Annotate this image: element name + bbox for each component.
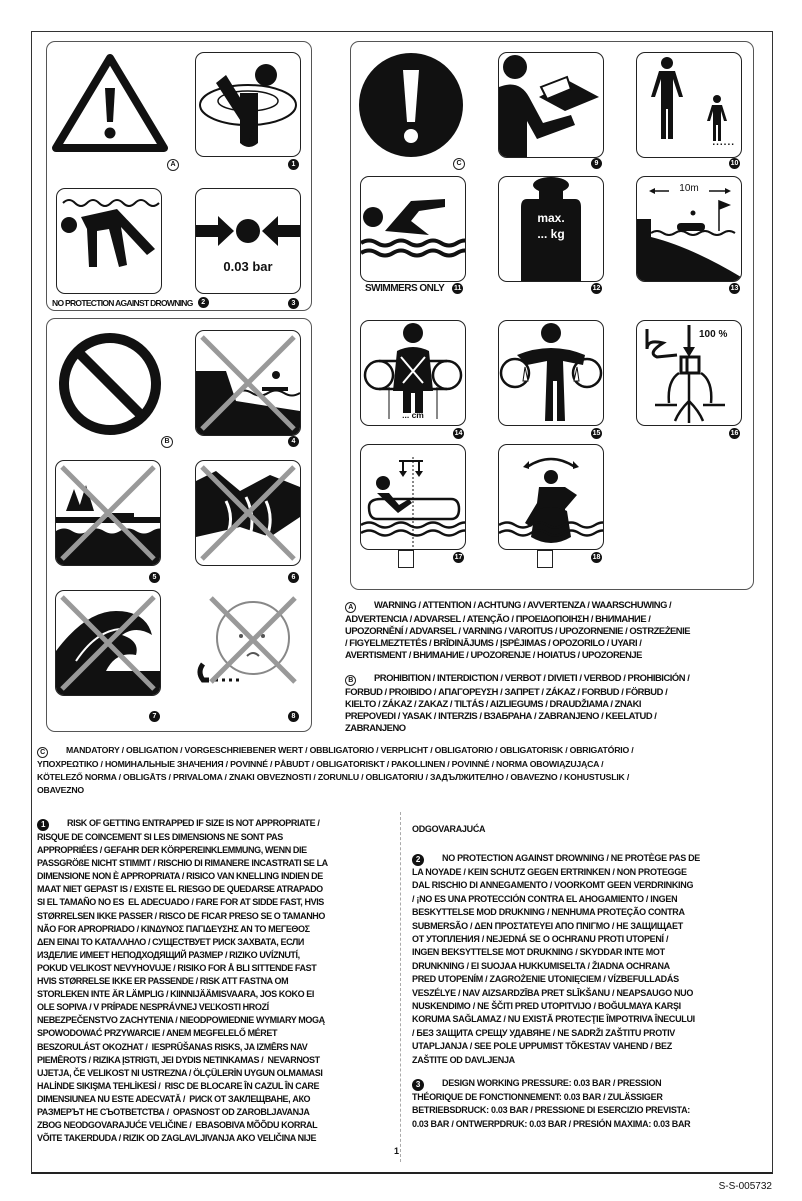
max-weight-icon xyxy=(498,176,604,282)
badge-7: 7 xyxy=(149,711,160,722)
page-number: 1 xyxy=(394,1146,400,1156)
badge-18: 18 xyxy=(592,554,601,561)
badge-3: 3 xyxy=(288,298,299,309)
weight-max-label: max. xyxy=(537,211,565,225)
badge-4: 4 xyxy=(288,436,299,447)
weight-kg-label: ... kg xyxy=(537,227,565,241)
no-toddler-icon xyxy=(195,590,299,694)
badge-8: 8 xyxy=(288,711,299,722)
badge-12: 12 xyxy=(592,285,601,292)
swimmers-label-row xyxy=(365,283,463,294)
mandatory-sign-icon xyxy=(358,52,464,158)
badge-9: 9 xyxy=(591,158,602,169)
drowning-person-icon xyxy=(56,188,162,294)
badge-2-inline: 2 xyxy=(412,854,424,866)
badge-10: 10 xyxy=(730,160,739,167)
swimmer-icon xyxy=(360,176,466,282)
distance-label: 10m xyxy=(679,183,699,194)
adult-supervision-icon xyxy=(636,52,742,158)
chest-size-label: ... cm xyxy=(402,410,424,420)
badge-14: 14 xyxy=(454,430,463,437)
checkbox-17[interactable] xyxy=(398,550,414,568)
arms-fit-icon xyxy=(498,320,604,426)
badge-15: 15 xyxy=(592,430,601,437)
child-height-dots: ...... xyxy=(712,137,735,148)
legend-warning xyxy=(345,599,690,661)
rider-balance-icon xyxy=(498,444,604,550)
note-3 xyxy=(412,1077,690,1131)
prohibition-sign-icon xyxy=(55,330,165,438)
badge-b-inline: B xyxy=(345,675,356,686)
badge-1-inline: 1 xyxy=(37,819,49,831)
percent-label: 100 % xyxy=(699,329,728,340)
legend-warning-text: WARNING / ATTENTION / ACHTUNG / AVVERTENZA / WAARSCHUWING / ADVERTENCIA / ADVARSEL / ATENÇÃO / ΠΡΟΕΙΔΟΠΟΙΗΣΗ / ВНИМАНИЕ / UPOZORNĚNÍ / ADVARSEL / VARNING / VAROITUS / UPOZORNENIE / OSTRZEŻENIE / FIGYELMEZTETÉS / BRĪDINĀJUMS / ĮSPĖJIMAS / OPOZORILO / UYARI / AVERTISMENT / ВНИМАНИЕ / UPOZORENJE / HOIATUS / UPOZORENJE xyxy=(345,599,691,660)
pressure-value: 0.03 bar xyxy=(223,259,273,274)
badge-c: C xyxy=(453,158,465,170)
badge-2: 2 xyxy=(198,297,209,308)
swimmers-only-label: SWIMMERS ONLY xyxy=(365,283,445,294)
legend-prohibition xyxy=(345,672,689,734)
badge-6: 6 xyxy=(288,572,299,583)
badge-a: A xyxy=(167,159,179,171)
badge-1: 1 xyxy=(288,159,299,170)
column-divider xyxy=(400,812,401,1162)
note-1 xyxy=(37,817,328,1145)
badge-5: 5 xyxy=(149,572,160,583)
pressure-icon xyxy=(195,188,301,294)
badge-c-inline: C xyxy=(37,747,48,758)
rider-boat-icon xyxy=(360,444,466,550)
full-inflation-icon xyxy=(636,320,742,426)
note-2 xyxy=(412,852,700,1067)
checkbox-18[interactable] xyxy=(537,550,553,568)
document-code: S-S-005732 xyxy=(718,1181,772,1192)
warning-triangle-icon xyxy=(50,52,170,152)
badge-11: 11 xyxy=(454,285,462,292)
read-manual-icon xyxy=(498,52,604,158)
badge-a-inline: A xyxy=(345,602,356,613)
no-waves-icon xyxy=(55,590,161,696)
legend-prohibition-text: PROHIBITION / INTERDICTION / VERBOT / DIVIETI / VERBOD / PROHIBICIÓN / FORBUD / PROIBIDO / ΑΠΑΓΟΡΕΥΣΗ / ЗАПРЕТ / ZÁKAZ / FORBUD / FÖRBUD / KIELTO / ZÁKAZ / ZAKAZ / TILTÁS / AIZLIEGUMS / DRAUDŽIAMA / ZNAKI PREPOVEDI / YASAK / INTERZIS / ВЗАБРАНА / ZABRANJENO / KEELATUD / ZABRANJENO xyxy=(345,672,690,733)
badge-17: 17 xyxy=(454,554,463,561)
no-offshore-wind-icon xyxy=(55,460,161,566)
note-3-text: DESIGN WORKING PRESSURE: 0.03 BAR / PRESSION THÉORIQUE DE FONCTIONNEMENT: 0.03 BAR / ZULÄSSIGER BETRIEBSDRUCK: 0.03 BAR / PRESSIONE DI ESERCIZIO PREVISTA: 0.03 BAR / ONTWERPDRUK: 0.03 BAR / PRESIÓN MAXIMA: 0.03 BAR xyxy=(412,1078,691,1129)
entrapment-ring-icon xyxy=(195,52,301,157)
drowning-label-row xyxy=(52,297,209,308)
note-2-text: NO PROTECTION AGAINST DROWNING / NE PROTÈGE PAS DE LA NOYADE / KEIN SCHUTZ GEGEN ERTRINKEN / NON PROTEGGE DAL RISCHIO DI ANNEGAMENTO / VOORKOMT GEEN VERDRINKING / ¡NO ES UNA PROTECCIÓN CONTRA EL AHOGAMIENTO / INGEN BESKYTTELSE MOD DRUKNING / NENHUMA PROTEÇÃO CONTRA SUBMERSÃO / ΔΕΝ ΠΡΟΣΤΑΤΕΥΕΙ ΑΠΟ ΠΝΙΓΜΟ / НЕ ЗАЩИЩАЕТ ОТ УТОПЛЕНИЯ / NEJEDNÁ SE O OCHRANU PROTI UTOPENÍ / INGEN BEKSYTTELSE MOT DRUKNING / SKYDDAR INTE MOT DRUNKNING / EI SUOJAA HUKKUMISELTA / ŽIADNA OCHRANA PRED UTOPENÍM / ZAGROŻENIE UTONIĘCIEM / VÍZBEFULLADÁS VESZÉLYE / NAV AIZSARDZĪBA PRET SLĪKŠANU / NEAPSAUGO NUO NUSKENDIMO / NE ŠČITI PRED UTOPITVIJO / BOĞULMAYA KARŞI KORUMA SAĞLAMAZ / NU EXISTĂ PROTECŢIE ÎMPOTRIVA ÎNECULUI / БЕЗ ЗАЩИТА СРЕЩУ УДАВЯНЕ / NE SADRŽI ZAŠTITU PROTIV UTAPLJANJA / SEE POLE UPPUMIST TÕKESTAV VAHEND / BEZ ZAŠTITE OD DAVLJENJA xyxy=(412,853,701,1065)
legend-mandatory-text: MANDATORY / OBLIGATION / VORGESCHRIEBENER WERT / OBBLIGATORIO / VERPLICHT / OBLIGATORIO / OBLIGATORISK / OBRIGATÓRIO / ΥΠΟΧΡΕΩΤΙΚΟ / НОМИНАЛЬНЫЕ ЗНАЧЕНИЯ / POVINNÉ / PÅBUDT / OBLIGATORISKT / PAKOLLINEN / POVINNÉ / NORMA OBOWIĄZUJĄCA / KÖTELEZŐ NORMA / OBLIGĀTS / PRIVALOMA / ZNAKI OBVEZNOSTI / ZORUNLU / OBLIGATORIU / ЗАДЪЛЖИТЕЛНО / OBAVEZNO / KOHUSTUSLIK / OBAVEZNO xyxy=(37,745,634,795)
note-1-continued: ODGOVARAJUĆA xyxy=(412,824,486,834)
no-cliff-icon xyxy=(195,330,301,436)
chest-size-icon xyxy=(360,320,466,426)
legend-mandatory xyxy=(37,744,633,797)
no-rapids-icon xyxy=(195,460,301,566)
badge-3-inline: 3 xyxy=(412,1079,424,1091)
distance-from-shore-icon xyxy=(636,176,742,282)
badge-b: B xyxy=(161,436,173,448)
badge-16: 16 xyxy=(730,430,739,437)
note-1-text: RISK OF GETTING ENTRAPPED IF SIZE IS NOT APPROPRIATE / RISQUE DE COINCEMENT SI LES DIMENSIONS NE SONT PAS APPROPRIÉES / GEFAHR DER KÖRPEREINKLEMMUNG, WENN DIE PASSGRÖßE NICHT STIMMT / RISCHIO DI RIMANERE INCASTRATI SE LA DIMENSIONE NON È APPROPRIATA / RISICO VAN KNELLING INDIEN DE MAAT NIET GEPAST IS / EXISTE EL RIESGO DE QUEDARSE ATRAPADO SI EL TAMAÑO NO ES EL ADECUADO / FARE FOR AT SIDDE FAST, HVIS STØRRELSEN IKKE PASSER / RISCO DE FICAR PRESO SE O TAMANHO NÃO FOR APROPRIADO / ΚΙΝΔΥΝΟΣ ΠΑΓΙΔΕΥΣΗΣ ΑΝ ΤΟ ΜΕΓΕΘΟΣ ΔΕΝ ΕΙΝΑΙ ΤΟ ΚΑΤΑΛΛΗΛΟ / СУЩЕСТВУЕТ РИСК ЗАХВАТА, ЕСЛИ ИЗДЕЛИЕ ИМЕЕТ НЕПОДХОДЯЩИЙ РАЗМЕР / RIZIKO UVÍZNUTÍ, POKUD VELIKOST NEVYHOVUJE / RISIKO FOR Å BLI SITTENDE FAST HVIS STØRRELSE IKKE ER PASSENDE / RISK ATT FASTNA OM STORLEKEN INTE ÄR LÄMPLIG / KIINNIJÄÄMISVAARA, JOS KOKO EI OLE SOPIVA / V PRÍPADE NESPRÁVNEJ VEĽKOSTI HROZÍ NEBEZPEČENSTVO ZACHYTENIA / NIEODPOWIEDNIE WYMIARY MOGĄ SPOWODOWAĆ PRZYWARCIE / ANEM MEGFELELŐ MÉRET BESZORULÁST OKOZHAT / IESPRŪŠANAS RISKS, JA IZMĒRS NAV PIEMĒROTS / RIZIKA ĮSTRIGTI, JEI DYDIS NETINKAMAS / NEVARNOST UJETJA, ČE VELIKOST NI USTREZNA / ÖLÇÜLERİN UYGUN OLMAMASI HALİNDE SIKIŞMA TEHLİKESİ / RISC DE BLOCARE ÎN CAZUL ÎN CARE DIMENSIUNEA NU ESTE ADECVATĂ / РИСК ОТ ЗАКЛЕЩВАНЕ, АКО РАЗМЕРЪТ НЕ СЪОТВЕТСТВА / OPASNOST OD ZAROBLJAVANJA ZBOG NEODGOVARAJUĆE VELIČINE / EBASOBIVA MÕÕDU KORRAL VÕITE TAKERDUDA / RIZIK OD ZAGLAVLJIVANJA AKO VELIČINA NIJE xyxy=(37,818,328,1144)
badge-13: 13 xyxy=(730,285,739,292)
drowning-label: NO PROTECTION AGAINST DROWNING xyxy=(52,297,193,308)
